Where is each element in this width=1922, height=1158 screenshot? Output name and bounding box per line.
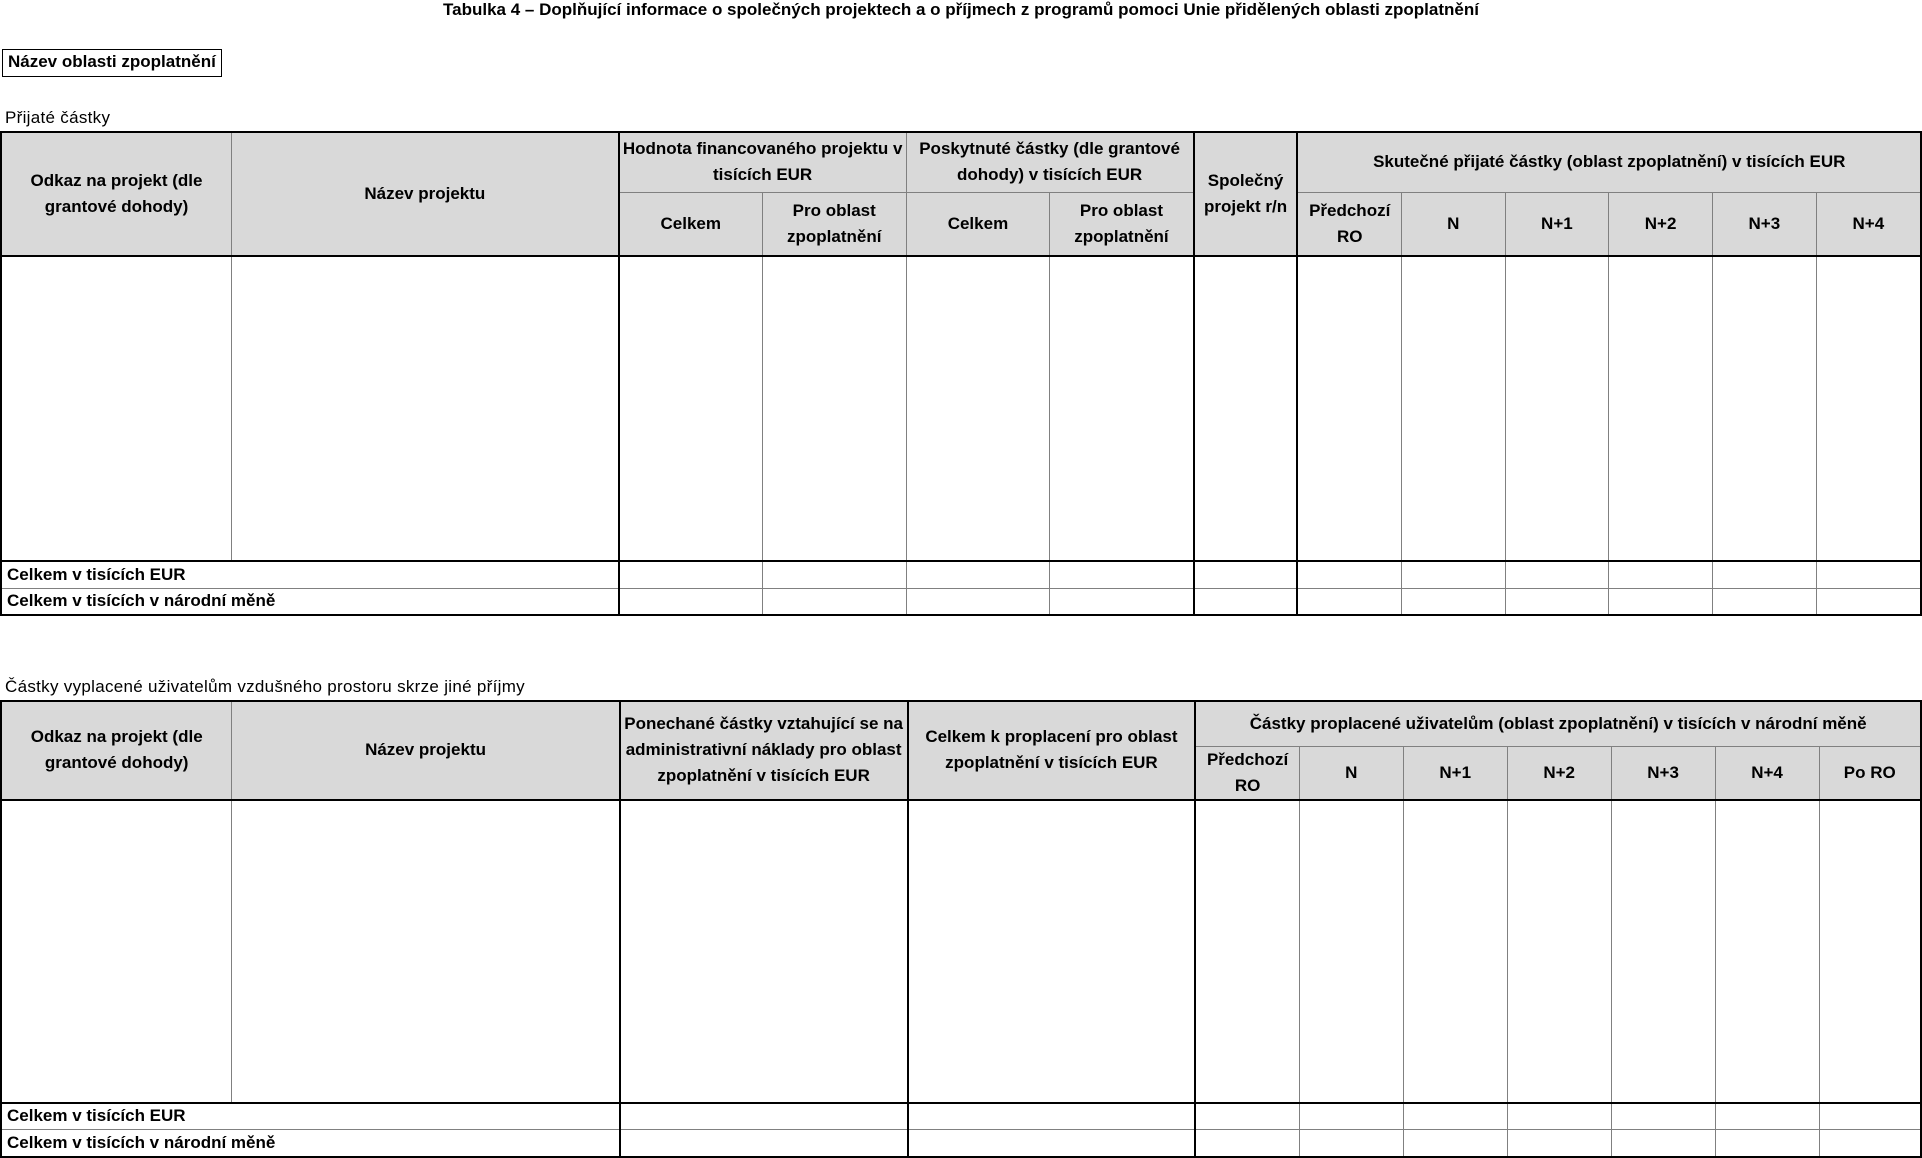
cell[interactable]	[1715, 800, 1819, 1103]
cell[interactable]	[620, 1130, 908, 1157]
cell[interactable]	[1715, 1130, 1819, 1157]
received-section-label: Přijaté částky	[5, 108, 111, 127]
cell[interactable]	[1609, 561, 1713, 588]
cell[interactable]	[1297, 256, 1401, 561]
cell[interactable]	[1715, 1103, 1819, 1130]
header-year-n1: N+1	[1403, 746, 1507, 800]
cell[interactable]	[1819, 800, 1921, 1103]
cell[interactable]	[1194, 588, 1298, 615]
header-year-n2: N+2	[1507, 746, 1611, 800]
header-year-n4: N+4	[1816, 192, 1921, 256]
cell[interactable]	[1299, 800, 1403, 1103]
header-funded-for-region: Pro oblast zpoplatnění	[762, 192, 906, 256]
cell[interactable]	[1712, 561, 1816, 588]
cell[interactable]	[1712, 588, 1816, 615]
header-year-n: N	[1401, 192, 1505, 256]
cell[interactable]	[1401, 588, 1505, 615]
cell[interactable]	[1050, 256, 1194, 561]
cell[interactable]	[1611, 1103, 1715, 1130]
cell[interactable]	[1819, 1103, 1921, 1130]
table-row	[1, 256, 1921, 561]
cell[interactable]	[1816, 561, 1921, 588]
header-year-n1: N+1	[1505, 192, 1609, 256]
page-title: Tabulka 4 – Doplňující informace o společných projektech a o příjmech z programů pomoci Unie přidělených oblasti zpoplatnění	[443, 0, 1479, 19]
cell[interactable]	[1609, 588, 1713, 615]
cell[interactable]	[1050, 588, 1194, 615]
header-year-after: Po RO	[1819, 746, 1921, 800]
cell[interactable]	[619, 588, 763, 615]
cell[interactable]	[1, 800, 232, 1103]
cell[interactable]	[1401, 256, 1505, 561]
header-total-to-reimburse: Celkem k proplacení pro oblast zpoplatnění v tisících EUR	[908, 701, 1196, 800]
header-joint-project: Společný projekt r/n	[1194, 132, 1298, 256]
cell[interactable]	[908, 800, 1196, 1103]
cell[interactable]	[1712, 256, 1816, 561]
cell[interactable]	[232, 800, 620, 1103]
header-project-ref: Odkaz na projekt (dle grantové dohody)	[1, 132, 232, 256]
header-year-n4: N+4	[1715, 746, 1819, 800]
total-row-label: Celkem v tisících EUR	[1, 561, 619, 588]
header-granted-total: Celkem	[906, 192, 1050, 256]
cell[interactable]	[908, 1103, 1196, 1130]
cell[interactable]	[1819, 1130, 1921, 1157]
received-table	[0, 131, 1922, 616]
cell[interactable]	[1050, 561, 1194, 588]
cell[interactable]	[1611, 1130, 1715, 1157]
cell[interactable]	[619, 256, 763, 561]
total-row	[1, 1130, 1921, 1157]
header-project-ref: Odkaz na projekt (dle grantové dohody)	[1, 701, 232, 800]
cell[interactable]	[1505, 256, 1609, 561]
header-year-n: N	[1299, 746, 1403, 800]
cell[interactable]	[1297, 561, 1401, 588]
total-row-label: Celkem v tisících v národní měně	[1, 1130, 620, 1157]
cell[interactable]	[906, 588, 1050, 615]
table-row	[1, 800, 1921, 1103]
cell[interactable]	[1297, 588, 1401, 615]
cell[interactable]	[1507, 1103, 1611, 1130]
region-name-label: Název oblasti zpoplatnění	[2, 49, 222, 77]
cell[interactable]	[1505, 588, 1609, 615]
total-row	[1, 561, 1921, 588]
cell[interactable]	[762, 588, 906, 615]
header-project-name: Název projektu	[232, 701, 620, 800]
header-project-name: Název projektu	[232, 132, 619, 256]
header-year-previous: Předchozí RO	[1195, 746, 1299, 800]
cell[interactable]	[1403, 1130, 1507, 1157]
cell[interactable]	[620, 800, 908, 1103]
header-year-n2: N+2	[1609, 192, 1713, 256]
paid-section-label: Částky vyplacené uživatelům vzdušného prostoru skrze jiné příjmy	[5, 677, 525, 696]
header-year-previous: Předchozí RO	[1297, 192, 1401, 256]
header-funded-total: Celkem	[619, 192, 763, 256]
cell[interactable]	[1403, 1103, 1507, 1130]
cell[interactable]	[1195, 1103, 1299, 1130]
cell[interactable]	[762, 561, 906, 588]
header-actual-received: Skutečné přijaté částky (oblast zpoplatnění) v tisících EUR	[1297, 132, 1921, 192]
cell[interactable]	[1816, 588, 1921, 615]
cell[interactable]	[620, 1103, 908, 1130]
cell[interactable]	[1403, 800, 1507, 1103]
cell[interactable]	[1299, 1103, 1403, 1130]
header-funded-value: Hodnota financovaného projektu v tisících EUR	[619, 132, 906, 192]
cell[interactable]	[232, 256, 619, 561]
cell[interactable]	[1194, 561, 1298, 588]
header-granted: Poskytnuté částky (dle grantové dohody) v tisících EUR	[906, 132, 1193, 192]
total-row-label: Celkem v tisících v národní měně	[1, 588, 619, 615]
cell[interactable]	[1507, 1130, 1611, 1157]
cell[interactable]	[762, 256, 906, 561]
cell[interactable]	[619, 561, 763, 588]
cell[interactable]	[1507, 800, 1611, 1103]
cell[interactable]	[1609, 256, 1713, 561]
cell[interactable]	[1816, 256, 1921, 561]
cell[interactable]	[1505, 561, 1609, 588]
cell[interactable]	[906, 256, 1050, 561]
cell[interactable]	[1, 256, 232, 561]
cell[interactable]	[906, 561, 1050, 588]
cell[interactable]	[1194, 256, 1298, 561]
header-retained: Ponechané částky vztahující se na administrativní náklady pro oblast zpoplatnění v tisících EUR	[620, 701, 908, 800]
header-year-n3: N+3	[1712, 192, 1816, 256]
paid-table	[0, 700, 1922, 1158]
header-granted-for-region: Pro oblast zpoplatnění	[1050, 192, 1194, 256]
total-row	[1, 1103, 1921, 1130]
cell[interactable]	[1195, 1130, 1299, 1157]
cell[interactable]	[908, 1130, 1196, 1157]
header-reimbursed: Částky proplacené uživatelům (oblast zpoplatnění) v tisících v národní měně	[1195, 701, 1921, 746]
cell[interactable]	[1195, 800, 1299, 1103]
total-row-label: Celkem v tisících EUR	[1, 1103, 620, 1130]
cell[interactable]	[1611, 800, 1715, 1103]
header-year-n3: N+3	[1611, 746, 1715, 800]
total-row	[1, 588, 1921, 615]
cell[interactable]	[1299, 1130, 1403, 1157]
cell[interactable]	[1401, 561, 1505, 588]
